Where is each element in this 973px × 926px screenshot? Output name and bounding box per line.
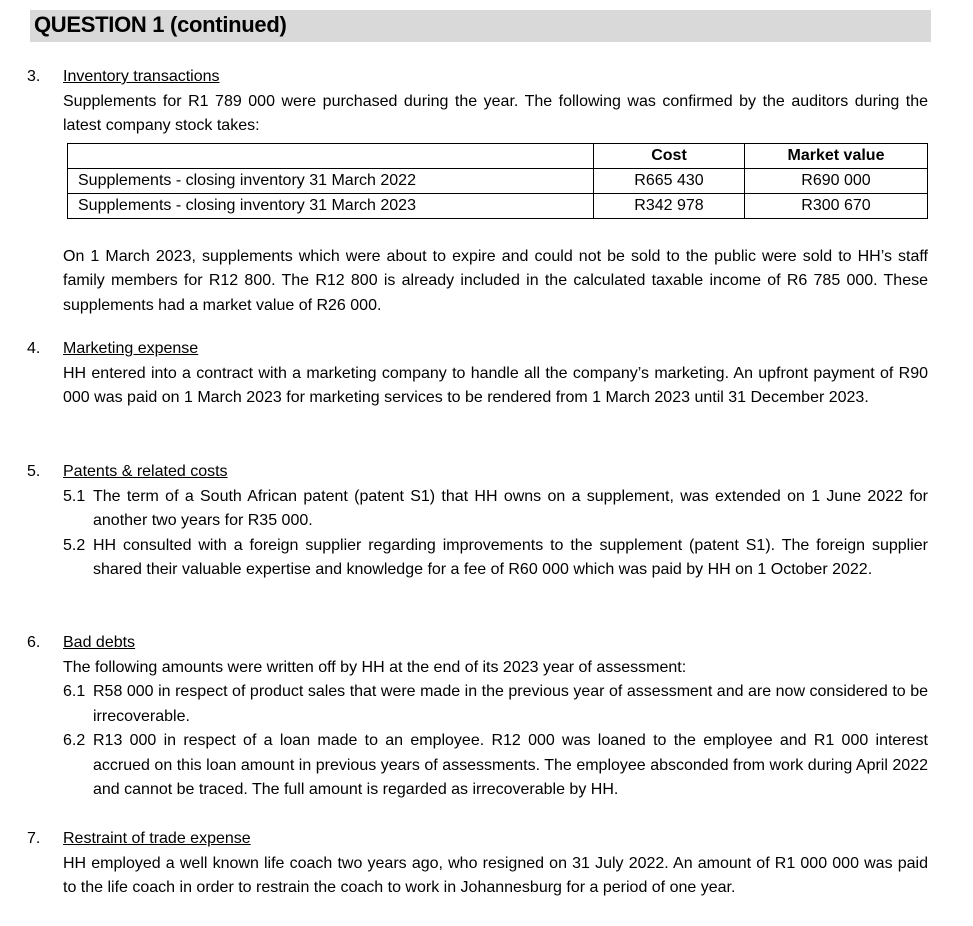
section-patents xyxy=(27,460,928,583)
section-paragraph: HH employed a well known life coach two years ago, who resigned on 31 July 2022. An amount of R1 000 000 was paid to the life coach in order to restrain the coach to work in Johannesburg for a period of one year. xyxy=(63,854,928,896)
section-title: Bad debts xyxy=(63,634,136,651)
sub-item xyxy=(63,534,928,583)
section-number: 3. xyxy=(27,68,41,85)
table-row xyxy=(68,168,928,193)
section-title: Patents & related costs xyxy=(63,463,228,480)
section-title: Restraint of trade expense xyxy=(63,830,251,847)
table-header-row xyxy=(68,143,928,168)
sub-number: 5.1 xyxy=(63,487,86,505)
section-title: Inventory transactions xyxy=(63,68,220,85)
section-restraint xyxy=(27,827,928,901)
sub-text: HH consulted with a foreign supplier regarding improvements to the supplement (patent S1). The foreign supplier shared their valuable expertise and knowledge for a fee of R60 000 which was paid by HH on 1 October 2022. xyxy=(93,536,928,578)
sub-item xyxy=(63,485,928,534)
table-cell: R665 430 xyxy=(594,168,745,193)
table-row xyxy=(68,193,928,218)
question-title: QUESTION 1 (continued) xyxy=(34,12,287,37)
table-cell: R342 978 xyxy=(594,193,745,218)
table-cell: Supplements - closing inventory 31 March 2022 xyxy=(68,168,594,193)
sub-number: 6.1 xyxy=(63,683,86,700)
section-intro: Supplements for R1 789 000 were purchased during the year. The following was confirmed by the auditors during the latest company stock takes: xyxy=(63,92,928,134)
sub-text: The term of a South African patent (patent S1) that HH owns on a supplement, was extended on 1 June 2022 for another two years for R35 000. xyxy=(93,487,928,529)
inventory-table xyxy=(67,143,928,219)
header-cell: Cost xyxy=(594,143,745,168)
table-cell: Supplements - closing inventory 31 March 2023 xyxy=(68,193,594,218)
header-cell: Market value xyxy=(745,143,928,168)
section-number: 5. xyxy=(27,463,41,480)
section-marketing xyxy=(27,337,928,411)
sub-number: 6.2 xyxy=(63,732,86,749)
section-number: 4. xyxy=(27,340,41,357)
sub-item xyxy=(63,729,928,803)
section-number: 7. xyxy=(27,830,41,847)
sub-text: R58 000 in respect of product sales that were made in the previous year of assessment and are now considered to be irrecoverable. xyxy=(93,683,928,725)
table-cell: R300 670 xyxy=(745,193,928,218)
section-title: Marketing expense xyxy=(63,340,199,357)
section-number: 6. xyxy=(27,634,41,651)
section-paragraph: HH entered into a contract with a marketing company to handle all the company’s marketing. An upfront payment of R90 000 was paid on 1 March 2023 for marketing services to be rendered from 1 March 2023 until 31 December 2023. xyxy=(63,364,928,406)
section-paragraph: On 1 March 2023, supplements which were about to expire and could not be sold to the public were sold to HH’s staff family members for R12 800. The R12 800 is already included in the calculated taxable income of R6 785 000. These supplements had a market value of R26 000. xyxy=(63,247,928,314)
question-header xyxy=(30,10,931,42)
table-cell: R690 000 xyxy=(745,168,928,193)
sub-item xyxy=(63,680,928,729)
section-inventory xyxy=(27,65,928,318)
section-bad-debts xyxy=(27,631,928,803)
sub-number: 5.2 xyxy=(63,536,86,554)
sub-text: R13 000 in respect of a loan made to an employee. R12 000 was loaned to the employee and R1 000 interest accrued on this loan amount in previous years of assessments. The employee absconded from work during April 2022 and cannot be traced. The full amount is regarded as irrecoverable by HH. xyxy=(93,732,928,798)
header-cell xyxy=(68,143,594,168)
section-paragraph: The following amounts were written off by HH at the end of its 2023 year of assessment: xyxy=(63,658,687,676)
